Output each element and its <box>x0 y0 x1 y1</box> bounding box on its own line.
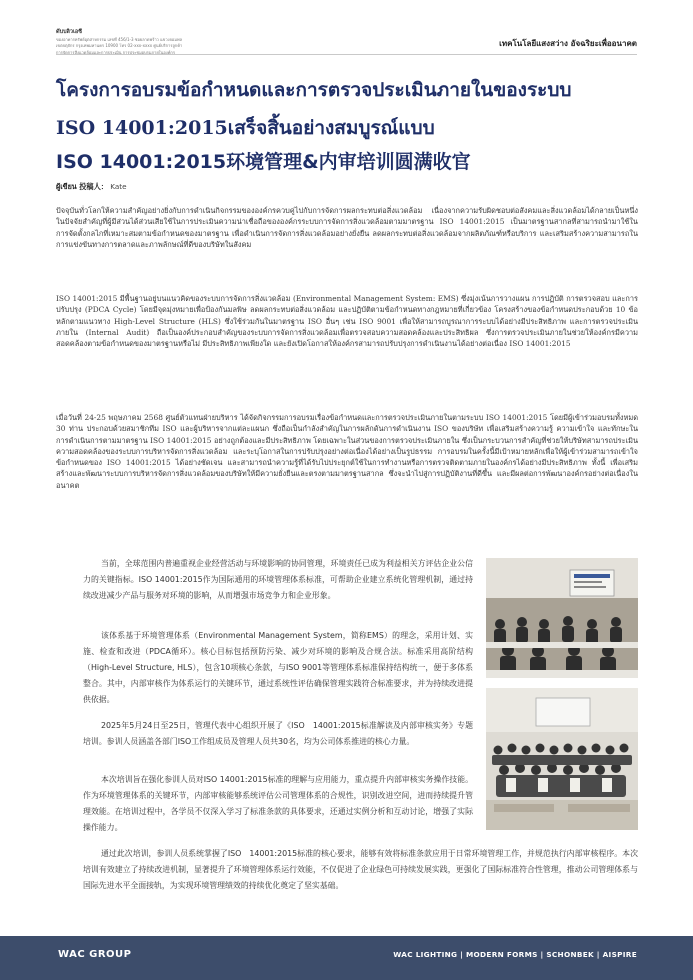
author-label: ผู้เขียน 投稿人： <box>56 182 108 191</box>
company-address-line: ของอาคารทรัพย์อุตสาหกรรม เลขที่ 456/1-3 ซอยลาดพร้าว แขวงจอมพล <box>56 37 183 42</box>
group-photo <box>486 688 638 830</box>
company-address-line: การจัดการสิ่งแวดล้อมและการประเมิน การประชุมอบรมภายในองค์กร <box>56 49 175 55</box>
chinese-paragraph: 当前，全球范围内普遍重视企业经营活动与环境影响的协同管理，环境责任已成为利益相关方评估企业公信力的关键指标。ISO 14001:2015作为国际通用的环境管理体系标准，可帮助企业建立系统化管理机制，通过持续改进减少产品与服务对环境的影响，从而增强市场竞争力和企业形象。 <box>83 559 473 600</box>
thai-paragraph: ปัจจุบันทั่วโลกให้ความสำคัญอย่างยิ่งกับการดำเนินกิจกรรมขององค์กรควบคู่ไปกับการจัดการผลกระทบต่อสิ่งแวดล้อม เนื่องจากความรับผิดชอบต่อสังคมและสิ่งแวดล้อมได้กลายเป็นหนึ่งในปัจจัยสำคัญที่ผู้มีส่วนได้ส่วนเสียใช้ในการประเมินความน่าเชื่อถือขององค์กรระบบการจัดการสิ่งแวดล้อมตามมาตรฐาน ISO 14001:2015 เป็นมาตรฐานสากลที่สามารถนำมาใช้ในการจัดตั้งกลไกที่เหมาะสมตามข้อกำหนดของมาตรฐาน เพื่อดำเนินการจัดการสิ่งแวดล้อมอย่างยั่งยืน ลดผลกระทบต่อสิ่งแวดล้อมจากผลิตภัณฑ์หรือบริการ และเสริมสร้างความสามารถในการแข่งขันทางการตลาดและภาพลักษณ์ที่ดีของบริษัทในสังคม <box>56 206 638 249</box>
thai-paragraph: เมื่อวันที่ 24-25 พฤษภาคม 2568 ศูนย์ตัวแทนฝ่ายบริหาร ได้จัดกิจกรรมการอบรมเรื่องข้อกำหนดและการตรวจประเมินภายในตามระบบ ISO 14001:2015 โดยมีผู้เข้าร่วมอบรมทั้งหมด 30 ท่าน ประกอบด้วยสมาชิกทีม ISO และผู้บริหารจากแต่ละแผนก ซึ่งถือเป็นกำลังสำคัญในการผลักดันการดำเนินงาน ISO ของบริษัท เพื่อเสริมสร้างความรู้ ความเข้าใจ และทักษะในการดำเนินการตามมาตรฐาน ISO 14001:2015 อย่างถูกต้องและมีประสิทธิภาพ โดยเฉพาะในส่วนของการตรวจประเมินภายใน ซึ่งเป็นกระบวนการสำคัญที่ช่วยให้บริษัทสามารถประเมินความสอดคล้องของระบบการบริหารจัดการสิ่งแวดล้อม และระบุโอกาสในการปรับปรุงอย่างต่อเนื่องได้อย่างเป็นรูปธรรม การอบรมในครั้งนี้มีเป้าหมายหลักเพื่อให้ผู้เข้าร่วมสามารถเข้าใจข้อกำหนดของ ISO 14001:2015 ได้อย่างชัดเจน และสามารถนำความรู้ที่ได้รับไปประยุกต์ใช้ในการทำงานหรือการตรวจติดตามภายในองค์กรได้อย่างมีประสิทธิภาพ ทั้งนี้ เพื่อเสริมสร้างและพัฒนาระบบการบริหารจัดการสิ่งแวดล้อมของบริษัทให้มีความยั่งยืนและตรงตามมาตรฐานสากล ซึ่งจะนำไปสู่การปฏิบัติงานที่ดีขึ้น และมีผลต่อการพัฒนาองค์กรอย่างต่อเนื่องในอนาคต <box>56 413 638 490</box>
thai-paragraph: ISO 14001:2015 มีพื้นฐานอยู่บนแนวคิดของระบบการจัดการสิ่งแวดล้อม (Environmental Management System: EMS) ซึ่งมุ่งเน้นการวางแผน การปฏิบัติ การตรวจสอบ และการปรับปรุง (PDCA Cycle) โดยมีจุดมุ่งหมายเพื่อป้องกันมลพิษ ลดผลกระทบต่อสิ่งแวดล้อม และปฏิบัติตามข้อกำหนดทางกฎหมายที่เกี่ยวข้อง โครงสร้างของข้อกำหนดประกอบด้วย 10 ข้อหลักตามแนวทาง High-Level Structure (HLS) ซึ่งใช้ร่วมกันในมาตรฐาน ISO อื่นๆ เช่น ISO 9001 เพื่อให้สามารถบูรณาการระบบได้อย่างมีประสิทธิภาพ และการตรวจประเมินภายใน (Internal Audit) ถือเป็นองค์ประกอบสำคัญของระบบการจัดการสิ่งแวดล้อมเพื่อตรวจสอบความสอดคล้องและประสิทธิผล ซึ่งการตรวจประเมินภายในช่วยให้องค์กรมีความสอดคล้องตามข้อกำหนดของมาตรฐานหรือไม่ มีประสิทธิภาพเพียงใด และยังเปิดโอกาสให้องค์กรสามารถปรับปรุงการดำเนินงานได้อย่างต่อเนื่อง ISO 14001:2015 <box>56 294 638 349</box>
footer-bar <box>0 936 693 980</box>
footer-brand-logo: WAC GROUP <box>58 949 132 960</box>
company-name: ดับบลิวเอซี <box>56 29 82 35</box>
title-thai: โครงการอบรมข้อกำหนดและการตรวจประเมินภายในของระบบ <box>56 79 572 101</box>
chinese-paragraph: 本次培训旨在强化参训人员对ISO 14001:2015标准的理解与应用能力，重点提升内部审核实务操作技能。作为环境管理体系的关键环节，内部审核能够系统评估公司管理体系的合规性，识别改进空间，进而持续提升管理效能。在培训过程中，各学员不仅深入学习了标准条款的具体要求，还通过实例分析和互动讨论，增强了实际操作能力。 <box>83 775 473 832</box>
header-company-block <box>56 28 236 55</box>
header-slogan: เทคโนโลยีแสงสว่าง อัจฉริยะเพื่ออนาคต <box>499 39 637 48</box>
title-thai-iso: ISO 14001:2015เสร็จสิ้นอย่างสมบูรณ์แบบ <box>56 117 435 139</box>
training-classroom-photo <box>486 558 638 678</box>
footer-brand-list: WAC LIGHTING | MODERN FORMS | SCHONBEK | AISPIRE <box>393 950 637 959</box>
author-name: Kate <box>110 182 127 191</box>
header-divider <box>56 54 637 55</box>
chinese-paragraph: 通过此次培训，参训人员系统掌握了ISO 14001:2015标准的核心要求，能够有效将标准条款应用于日常环境管理工作，并规范执行内部审核程序。本次培训有效建立了持续改进机制，显著提升了环境管理体系运行效能，不仅促进了企业绿色可持续发展实践，更强化了国际标准符合性管理，推动公司管理体系与国际先进水平全面接轨，为实现环境管理绩效的持续优化奠定了坚实基础。 <box>83 849 638 890</box>
title-chinese: ISO 14001:2015环境管理&内审培训圆满收官 <box>56 151 471 173</box>
author-line <box>56 182 127 193</box>
chinese-paragraph: 2025年5月24日至25日，管理代表中心组织开展了《ISO 14001:2015标准解读及内部审核实务》专题培训。参训人员涵盖各部门ISO工作组成员及管理人员共30名，均为公司体系推进的核心力量。 <box>83 721 473 746</box>
company-address-line: เขตจตุจักร กรุงเทพมหานคร 10900 โทร 02-xxx-xxxx ศูนย์บริการลูกค้า <box>56 43 183 49</box>
chinese-paragraph: 该体系基于环境管理体系（Environmental Management System，简称EMS）的理念，采用计划、实施、检查和改进（PDCA循环）。核心目标包括预防污染、减少对环境的影响及合规合法。标准采用高阶结构（High-Level Structure, HLS），包含10项核心条款，与ISO 9001等管理体系标准保持结构统一，便于多体系整合。其中，内部审核作为体系运行的关键环节，通过系统性评估确保管理实践符合标准要求，并为持续改进提供依据。 <box>83 631 473 704</box>
